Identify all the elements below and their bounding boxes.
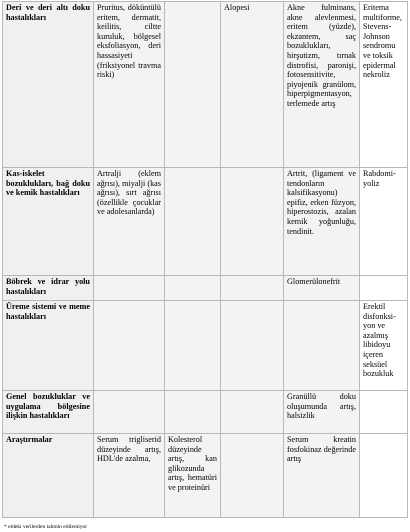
table-row — [3, 276, 408, 301]
table-row — [3, 391, 408, 434]
table-cell: Rabdomi-yoliz — [360, 168, 408, 276]
table-cell — [284, 301, 360, 391]
table-cell: Pruritus, döküntülü eritem, dermatit, keilitis, ciltte kuruluk, bölgesel eksfoliasyon, deri hassasiyeti (friksiyonel travma riski) — [94, 2, 165, 168]
table-cell — [94, 301, 165, 391]
footnote: * eldeki verilerden tahmin edilemiyor — [4, 524, 88, 530]
table-cell — [360, 276, 408, 301]
row-category: Böbrek ve idrar yolu hastalıkları — [3, 276, 94, 301]
row-category: Üreme sistemi ve meme hastalıkları — [3, 301, 94, 391]
table-cell — [94, 276, 165, 301]
table-cell — [165, 168, 221, 276]
table-row — [3, 168, 408, 276]
table-cell: Granüllü doku oluşumunda artış, halsizlik — [284, 391, 360, 434]
table-cell: Kolesterol düzeyinde artış, kan glikozunda artış, hematüri ve proteinüri — [165, 434, 221, 518]
table-cell — [165, 301, 221, 391]
table-cell — [221, 168, 284, 276]
table-cell — [221, 301, 284, 391]
table-cell: Serum kreatin fosfokinaz değerinde artış — [284, 434, 360, 518]
table-cell — [221, 276, 284, 301]
table-cell: Serum trigliserid düzeyinde artış, HDL'de azalma, — [94, 434, 165, 518]
table-cell — [94, 391, 165, 434]
row-category: Araştırmalar — [3, 434, 94, 518]
table-cell: Alopesi — [221, 2, 284, 168]
adverse-effects-table — [2, 1, 408, 518]
table-cell: Glomerülonefrit — [284, 276, 360, 301]
table-row — [3, 2, 408, 168]
table-cell — [221, 434, 284, 518]
table-row — [3, 301, 408, 391]
table-cell — [360, 391, 408, 434]
table-row — [3, 434, 408, 518]
row-category: Kas-iskelet bozuklukları, bağ doku ve kemik hastalıkları — [3, 168, 94, 276]
table-cell — [165, 391, 221, 434]
table-cell: Akne fulminans, akne alevlenmesi, eritem (yüzde), ekzantem, saç bozuklukları, hirşutizm, tırnak distrofisi, paronişi, fotosensitivite, piyojenik granülom, hiperpigmentasyon, terlemede artış — [284, 2, 360, 168]
table-cell: Erektil disfonksi-yon ve azalmış libidoyu içeren seksüel bozukluk — [360, 301, 408, 391]
table-cell: Artrit, (ligament ve tendonların kalsifikasyonu) epifiz, erken füzyon, hiperostozis, azalan kemik yoğunluğu, tendinit. — [284, 168, 360, 276]
row-category: Genel bozukluklar ve uygulama bölgesine ilişkin hastalıkları — [3, 391, 94, 434]
table-cell — [165, 276, 221, 301]
row-category: Deri ve deri altı doku hastalıkları — [3, 2, 94, 168]
table-cell — [165, 2, 221, 168]
table-cell: Eritema multiforme, Stevens-Johnson sendromu ve toksik epidermal nekroliz — [360, 2, 408, 168]
table-cell — [360, 434, 408, 518]
table-cell — [221, 391, 284, 434]
table-cell: Artralji (eklem ağrısı), miyalji (kas ağrısı), sırt ağrısı (özellikle çocuklar ve adolesanlarda) — [94, 168, 165, 276]
